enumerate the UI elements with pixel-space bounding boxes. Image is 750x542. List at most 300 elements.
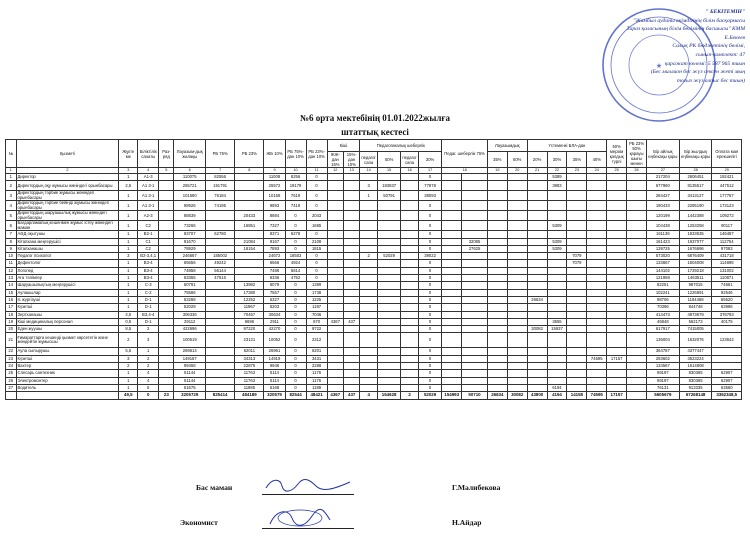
column-number-cell: 6 [174,168,206,174]
table-cell [442,238,462,245]
total-cell: 23 [159,392,174,399]
table-cell: 26961 [264,348,285,355]
table-cell: 104438 [646,221,679,231]
table-cell [159,231,174,238]
table-cell [627,245,647,252]
table-cell: 98926 [174,201,206,211]
column-number-cell: 3 [119,168,138,174]
table-cell: 23 [6,355,17,362]
table-cell: 11 [6,260,17,267]
table-cell: 1604008 [679,260,712,267]
table-cell: 0 [418,282,441,289]
table-cell [159,201,174,211]
table-cell [607,289,627,296]
table-cell: 1 [119,267,138,274]
table-cell [401,296,419,303]
table-cell: 4 [138,370,159,377]
table-cell: 70457 [235,311,264,318]
table-cell: 0 [306,174,327,181]
table-cell [487,181,507,191]
table-cell [607,275,627,282]
column-number-cell: 5 [159,168,174,174]
position-cell: Логопед [16,267,119,274]
column-number-cell: 10 [285,168,306,174]
table-cell: D-1 [138,304,159,311]
table-cell: A1 3-1 [138,201,159,211]
table-cell [567,267,587,274]
total-cell: 0 [138,392,159,399]
col-header-rb75-10: РБ 75%-дан 10% [285,140,306,168]
table-cell [527,289,547,296]
table-cell: 0 [418,211,441,221]
table-cell [587,326,607,333]
table-cell: 1253258 [679,221,712,231]
table-cell [607,260,627,267]
table-cell: A1 3-1 [138,191,159,201]
table-cell: 0,5 [119,318,138,325]
table-cell: 185002 [206,253,235,260]
table-cell [377,304,400,311]
column-number-cell: 11 [306,168,327,174]
total-cell: 484189 [235,392,264,399]
table-cell [627,363,647,370]
table-cell [627,304,647,311]
table-cell [587,181,607,191]
position-cell: Іс жүргізуші [16,296,119,303]
table-cell [487,363,507,370]
table-cell [607,238,627,245]
table-cell: 16851 [235,221,264,231]
table-cell: 1 [119,296,138,303]
table-cell: 7619 [285,191,306,201]
table-cell: 6 [6,221,17,231]
table-cell: 2288 [306,363,327,370]
table-cell [344,221,360,231]
total-cell: 74595 [587,392,607,399]
table-cell [567,238,587,245]
table-row [6,318,742,325]
table-cell [547,296,567,303]
table-cell: 90117 [712,221,742,231]
table-cell [462,260,488,267]
table-cell [377,211,400,221]
table-cell: 376793 [712,311,742,318]
table-cell: 1 [119,377,138,384]
table-cell: 0 [418,289,441,296]
table-cell [462,326,488,333]
signature-line-2 [262,528,354,529]
table-cell [527,311,547,318]
table-cell [344,311,360,318]
table-cell [206,348,235,355]
table-cell [527,355,547,362]
table-cell [159,333,174,348]
table-cell [527,253,547,260]
column-number-cell: 27 [646,168,679,174]
table-cell: 0 [306,253,327,260]
signer-name-1: Г.Малибекова [452,483,501,492]
table-cell: 52029 [377,253,400,260]
table-cell [327,231,343,238]
table-cell [587,211,607,221]
table-cell: 9722 [306,326,327,333]
column-number-cell: 20 [507,168,527,174]
signature-2 [264,506,334,530]
table-cell: 1189 [306,384,327,391]
table-cell: 677960 [646,181,679,191]
table-cell [327,275,343,282]
table-cell [567,221,587,231]
table-cell [587,377,607,384]
total-cell: 52029 [418,392,441,399]
column-number-cell: 21 [527,168,547,174]
table-cell [327,333,343,348]
table-cell [627,377,647,384]
table-cell [627,191,647,201]
table-cell [527,260,547,267]
column-number-cell: 26 [627,168,647,174]
table-cell [547,231,567,238]
table-cell: 0 [418,231,441,238]
total-cell: 154628 [377,392,400,399]
table-cell [587,238,607,245]
table-cell: 74595 [587,355,607,362]
table-cell: 73266 [174,221,206,231]
col-header-rb75: РБ 75% [206,140,235,168]
position-cell: Водитель [16,384,119,391]
table-cell [377,282,400,289]
table-cell [159,253,174,260]
table-cell [159,181,174,191]
table-cell: 120199 [646,211,679,221]
table-cell [344,181,360,191]
table-cell: 1685 [306,221,327,231]
table-cell [159,318,174,325]
table-cell [587,363,607,370]
table-cell [567,384,587,391]
table-cell: 1 [119,211,138,221]
table-cell: 3413127 [679,191,712,201]
table-cell: 161423 [646,238,679,245]
table-cell: 29112 [174,318,206,325]
table-cell: 134567 [646,363,679,370]
table-cell [487,318,507,325]
table-cell: 5614 [285,267,306,274]
table-cell [401,174,419,181]
table-cell [607,253,627,260]
table-cell: 76131 [646,384,679,391]
table-cell [627,348,647,355]
table-cell [567,377,587,384]
table-cell: 7415005 [679,326,712,333]
table-cell: 11763 [235,370,264,377]
table-cell: 8371 [264,231,285,238]
total-row [6,392,742,399]
col-header-cat-b: 50% [507,152,527,168]
table-cell [627,355,647,362]
table-cell: 74858 [174,267,206,274]
table-cell: 0 [285,296,306,303]
total-cell: 4 [360,392,378,399]
table-cell [327,384,343,391]
table-cell: 7 [6,231,17,238]
table-cell: 364787 [646,348,679,355]
table-cell [487,289,507,296]
table-cell: 1729218 [679,267,712,274]
table-cell [507,318,527,325]
table-cell: D-1 [138,296,159,303]
table-cell: B3-4 [138,275,159,282]
table-cell: 2312 [306,333,327,348]
table-cell [377,363,400,370]
table-cell [159,260,174,267]
table-cell: 2,5 [119,181,138,191]
table-cell [159,304,174,311]
table-cell [567,318,587,325]
table-cell: 22 [6,348,17,355]
table-cell [344,355,360,362]
table-cell: 1815 [306,245,327,252]
table-cell [377,174,400,181]
table-cell [627,333,647,348]
table-cell [462,311,488,318]
table-cell [607,174,627,181]
table-cell [159,191,174,201]
table-cell: 75566 [174,289,206,296]
table-cell: 18 [6,311,17,318]
table-cell [507,370,527,377]
table-cell [401,348,419,355]
table-cell [607,377,627,384]
table-cell [442,289,462,296]
table-cell [442,267,462,274]
table-cell: 177767 [712,191,742,201]
total-cell: 50710 [462,392,488,399]
table-cell [547,363,567,370]
table-cell: 26 [6,377,17,384]
table-cell [327,174,343,181]
table-cell [442,333,462,348]
position-cell: Күзетші [16,304,119,311]
table-cell [360,384,378,391]
table-cell [344,282,360,289]
table-cell [442,318,462,325]
position-cell: Директордың оқу жұмысы жөніндегі орынбасары [16,181,119,191]
table-cell: 112754 [712,238,742,245]
table-cell [206,304,235,311]
table-cell [627,221,647,231]
table-cell [627,253,647,260]
table-cell [567,275,587,282]
table-cell [567,191,587,201]
table-cell [627,318,647,325]
table-cell [507,326,527,333]
table-cell [607,296,627,303]
total-cell: 67268148 [679,392,712,399]
position-cell: Директордың шаруашылық жұмысы жөніндегі орынбасары [16,211,119,221]
table-cell [587,370,607,377]
table-cell [401,333,419,348]
table-cell [567,231,587,238]
table-cell [527,201,547,211]
table-cell: 1933635 [679,231,712,238]
table-cell: 51144 [174,377,206,384]
table-cell: 1399 [306,282,327,289]
total-cell [6,392,17,399]
table-row [6,363,742,370]
table-cell [712,348,742,355]
table-cell [377,238,400,245]
table-cell: 573020 [646,253,679,260]
table-cell [587,201,607,211]
table-cell [507,231,527,238]
table-cell [442,174,462,181]
table-cell [487,260,507,267]
col-header-grade: Раз-ряд [159,140,174,168]
table-cell: 16 [6,296,17,303]
table-cell [547,311,567,318]
total-cell: 4194 [547,392,567,399]
table-cell: 51675 [174,384,206,391]
table-cell [627,238,647,245]
table-cell: D-1 [138,318,159,325]
table-cell [487,377,507,384]
approval-line: қаражат көлемі: 5 587 965 тиын [664,60,745,67]
table-cell [607,384,627,391]
table-cell: 46848 [646,318,679,325]
table-cell [587,384,607,391]
table-cell [360,296,378,303]
table-cell: 217204 [646,174,679,181]
table-cell: 0 [285,304,306,311]
table-cell [587,260,607,267]
table-cell [487,326,507,333]
total-cell: 14158 [567,392,587,399]
svg-text:★: ★ [655,63,663,70]
table-cell: 4 [138,377,159,384]
table-cell [487,174,507,181]
table-cell [487,267,507,274]
table-cell [206,289,235,296]
table-cell [360,211,378,221]
table-cell [159,289,174,296]
table-cell [401,260,419,267]
table-cell [627,181,647,191]
position-cell: Күзетші [16,355,119,362]
table-cell [627,275,647,282]
table-cell: 255721 [174,181,206,191]
table-cell [327,201,343,211]
table-cell [567,311,587,318]
table-cell [377,318,400,325]
table-cell: 21084 [235,238,264,245]
table-cell [462,181,488,191]
table-cell [344,174,360,181]
col-header-num: № [6,140,17,168]
table-cell [206,326,235,333]
table-cell [401,245,419,252]
table-cell [587,267,607,274]
column-number-cell: 2 [16,168,119,174]
table-cell: 0 [418,355,441,362]
approval-line: Е.Бекеев [724,34,745,41]
signature-line-1 [262,494,354,495]
table-row [6,174,742,181]
table-cell: 101580 [174,191,206,201]
table-row [6,296,742,303]
total-cell: 82544 [285,392,306,399]
table-cell: 26634 [527,296,547,303]
table-cell: 0 [285,282,306,289]
table-cell [487,355,507,362]
table-cell [587,348,607,355]
table-cell: 0 [418,326,441,333]
position-cell: Директордың тәрбие бейінді жұмысы жөніндегі орынбасары [16,201,119,211]
table-cell [527,377,547,384]
table-row [6,384,742,391]
table-cell [527,181,547,191]
table-cell [327,181,343,191]
table-cell [377,311,400,318]
table-cell [487,384,507,391]
table-cell [547,191,567,201]
table-cell: 4752 [285,275,306,282]
table-cell: A1-3 [138,174,159,181]
table-cell [206,296,235,303]
table-cell [587,231,607,238]
table-cell: 98706 [646,296,679,303]
table-cell [442,377,462,384]
table-cell [712,355,742,362]
table-cell [377,275,400,282]
table-cell [327,304,343,311]
table-cell: 63355 [174,275,206,282]
table-cell: 24672 [264,253,285,260]
table-cell [401,191,419,201]
table-cell: 136004 [646,333,679,348]
table-cell [547,282,567,289]
table-cell: 5309 [547,245,567,252]
table-cell [567,333,587,348]
table-cell [627,326,647,333]
table-cell: 1 [119,174,138,181]
table-cell [462,221,488,231]
table-cell [442,384,462,391]
table-cell [377,348,400,355]
table-cell [344,289,360,296]
table-cell: 2 [119,333,138,348]
column-number-cell: 18 [442,168,488,174]
signer-name-2: Н.Айдар [452,518,482,527]
table-cell: 192421 [712,174,742,181]
table-cell: 0 [418,174,441,181]
table-cell: 1 [119,289,138,296]
table-cell [462,231,488,238]
approval-line: " БЕКІТЕМІН" [705,9,745,15]
table-cell [507,238,527,245]
table-cell [206,363,235,370]
table-cell [462,267,488,274]
table-cell [507,221,527,231]
table-cell [567,363,587,370]
table-cell: 1937077 [679,238,712,245]
table-cell [442,231,462,238]
table-row [6,238,742,245]
total-cell: 48421 [306,392,327,399]
table-cell [377,245,400,252]
table-cell: 3431 [306,355,327,362]
table-cell: 0 [418,348,441,355]
